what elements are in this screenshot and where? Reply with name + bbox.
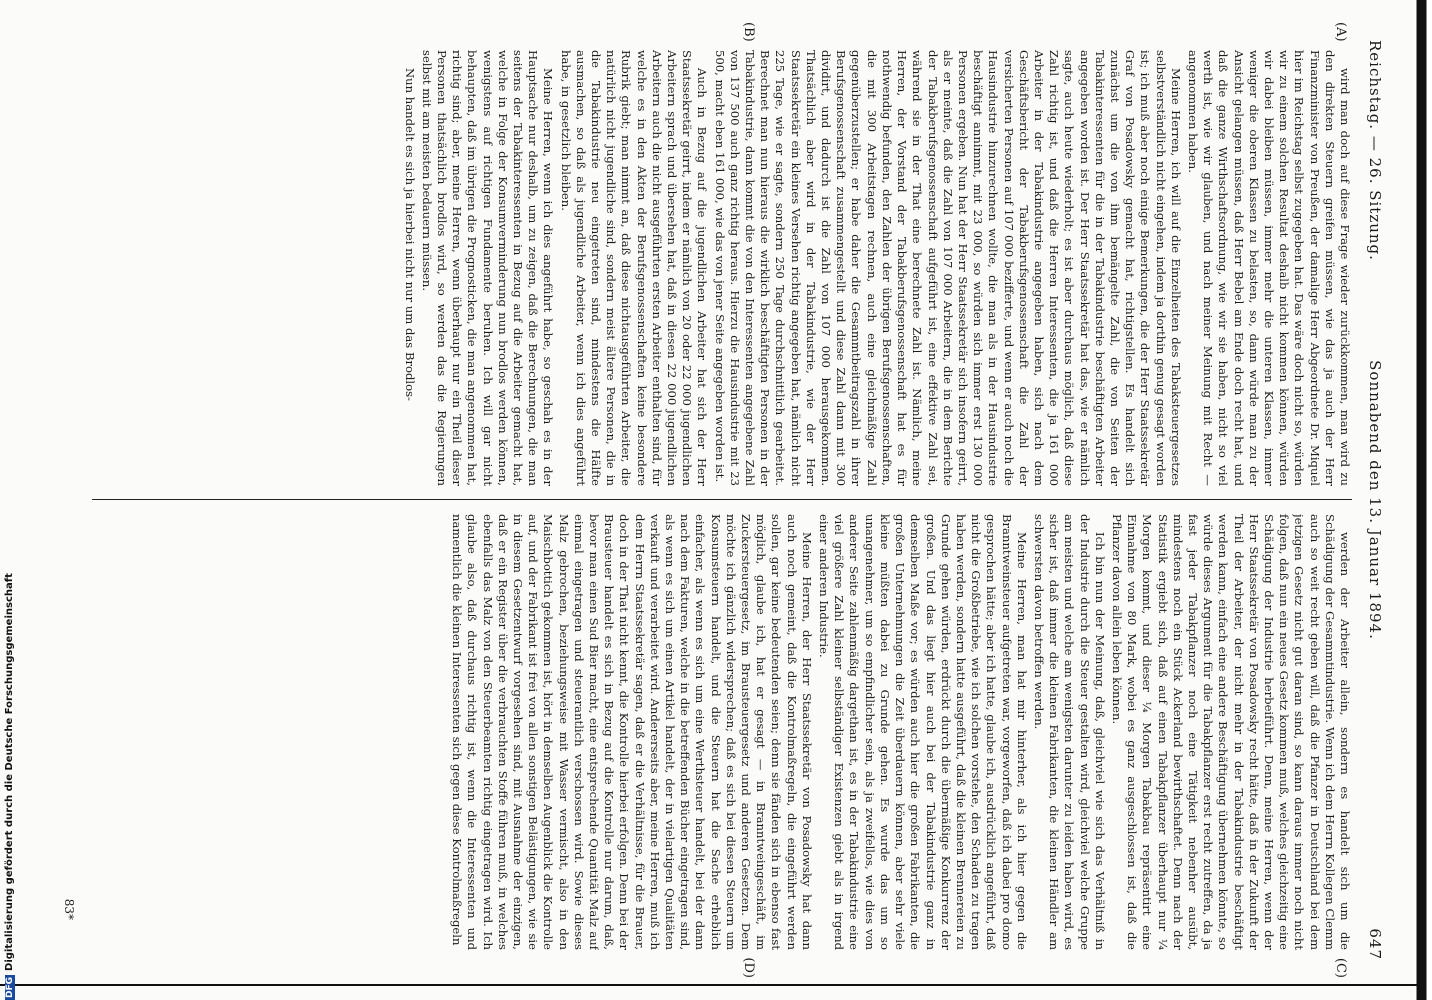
paragraph: Nun handelt es sich ja hierbei nicht nur um das Brodlos-: [402, 68, 417, 401]
header-page-number: 647: [1366, 928, 1384, 960]
margin-marker-c: (C): [1333, 957, 1348, 978]
paragraph: werden der Arbeiter allein, sondern es handelt sich um die Schädigung der Gesammtindustrie. Wenn ich dem Herrn Kollegen Clemm auch so weit recht geben will, daß die Pfanzer in Deutschland bei dem jetzigen Gesetz nicht gut daran sind, so kann daraus immer noch nicht folgen, daß nun ein neues Gesetz kommen muß, welches gleichzeitig eine Schädigung der Industrie herbeiführt. Denn, meine Herren, wenn der Herr Staatssekretär von Posadowsky recht hätte, daß in der Zukunft der Theil der Arbeiter, der nicht mehr in der Tabakindustrie beschäftigt werden kann, einfach eine andere Beschäftigung übernehmen könnte, so würde dieses Argument für die Tabakpflanzer erst recht zutreffen, da ja fast jeder Tabakpflanzer noch eine Tätigkeit nebenher ausübt, mindestens noch ein Stück Ackerland bewirthschaftet. Denn nach der Statistik ergiebt sich, daß auf einen Tabakpflanzer überhaupt nur ¼ Morgen kommt, und dieser ¼ Morgen Tabakbau repräsentirt eine Einnahme von 80 Mark, wobei es ganz ausgeschlossen ist, daß die Pflanzer davon allein leben können.: [1109, 514, 1352, 950]
paragraph: Meine Herren, ich will auf die Einzelheiten des Tabaksteuergesetzes selbstverständlich nicht eingehen, indem ja dorthin genug gesagt worden ist; ich muß aber noch einige Bemerkungen, die der Herr Staatssekretär Graf von Posadowsky gemacht hat, richtigstellen. Es handelt sich zunächst um die von ihm bemängelte Zahl, die von Seiten der Tabakinteressenten für die in der Tabakindustrie beschäftigten Arbeiter angegeben worden ist. Der Herr Staatssekretär hat das, wie er nämlich sagte, auch heute wiederholt; es ist aber durchaus möglich, daß diese Zahl richtig ist, und daß die Herren Interessenten, die ja 161 000 Arbeiter in der Tabakindustrie angegeben haben, sich nach dem Geschäftsbericht der Tabakberufsgenossenschaft die Zahl der versicherten Personen auf 107 000 bezifferte, und wenn er auch noch die Hausindustrie hinzurechnen wollte, die man als in der Hausindustrie beschäftigt annimmt, mit 23 000, so würden sich immer erst 130 000 Personen ergeben. Nun hat der Herr Staatssekretär sich insofern geirrt, als er meinte, daß die Zahl von 107 000 Arbeitern, die in dem Berichte der Tabakberufsgenossenschaft aufgeführt ist, eine effektive Zahl sei, während sie in der That eine berechnete Zahl ist. Nämlich, meine Herren, der Vorstand der Tabakberufsgenossenschaft hat es für nothwendig befunden, den Zahlen der übrigen Berufsgenossenschaften, die mit 300 Arbeitstagen rechnen, auch eine gleichmäßige Zahl gegenüberzustellen; er habe daher die Gesammtbeitragszahl in ihrer Berufsgenossenschaft zusammengestellt und diese Zahl dann mit 300 dividirt, und dadurch ist die Zahl von 107 000 herausgekommen. Thatsächlich aber wird in der Tabakindustrie, wie der Herr Staatssekretär ein kleines Versehen richtig angegeben hat, nämlich nicht 225 Tage, wie er sagte, sondern 250 Tage durchschnittlich gearbeitet. Berechnet man nun hieraus die wirklich beschäftigten Personen in der Tabakindustrie, dann kommt die von den Interessenten angegebene Zahl von 137 500 auch ganz richtig heraus. Hierzu die Hausindustrie mit 23 500, macht eben 161 000, wie das von jener Seite angegeben worden ist.: [712, 50, 1183, 486]
paragraph: wird man doch auf diese Frage wieder zurückkommen, man wird zu den direkten Steuern greifen müssen, wie das ja auch der Herr Finanzminister von Preußen, der damalige Herr Abgeordnete Dr. Miquel hier im Reichstag selbst zugegeben hat. Das wäre doch nicht so, würden wir zu einem solchen Resultat deshalb nicht kommen können, würden wir dabei bleiben müssen, immer mehr die unteren Klassen, immer weniger die oberen Klassen zu belasten, so, dann würde man zu der Ansicht gelangen müssen, daß Herr Bebel am Ende doch recht hat, und daß die ganze Wirthschaftsordnung, wie wir sie haben, nicht so viel werth ist, wie wir glauben, und nach meiner Meinung mit Recht — angenommen haben.: [1185, 50, 1352, 486]
rotated-sheet: [36, 20, 1396, 980]
paragraph: Meine Herren, wenn ich dies angeführt habe, so geschah es in der Hauptsache nur deshalb, um zu zeigen, daß die Berechnungen, die man seitens der Tabakinteressenten in Bezug auf die Arbeiter gemacht hat, welche in Folge der Konsumverminderung nun brodlos werden können, wenigstens auf richtigen Fundamente beruhen. Ich will gar nicht behaupten, daß im übrigen die Prognosticken, die man angenommen hat, richtig sind; aber, meine Herren, wenn überhaupt nur ein Theil dieser Personen thatsächlich brodlos wird, so werden das die Regierungen selbst mit am meisten bedauern müssen.: [419, 50, 556, 486]
margin-marker-b: (B): [741, 22, 756, 42]
paragraph: Meine Herren, man hat mir hinterher, als ich hier gegen die Branntweinsteuer aufgetreten war, vorgeworfen, daß ich dabei pro domo gesprochen hätte; aber ich hatte, glaube ich, ausdrücklich angeführt, daß nicht die Großbetriebe, wie ich solchen vorstehe, den Schaden zu tragen haben werden, sondern hatte ausgeführt, daß die kleinen Brennereien zu Grunde gehen würden, erdrückt durch die übermäßige Konkurrenz der großen. Und das liegt hier auch bei der Tabakindustrie ganz in demselben Maße vor; es würden auch hier die großen Fabrikanten, die großen Unternehmungen die Zeit überdauern können, aber sehr viele kleine müßten dabei zu Grunde gehen. Es wurde das um so unangenehmer, um so empfindlicher sein, als ja zweifellos, wie dies von anderer Seite zahlenmäßig dargethan ist, es in der Tabakindustrie eine viel größere Zahl kleiner selbständiger Existenzen giebt als in irgend einer anderen Industrie.: [817, 514, 1029, 950]
paragraph: Auch in Bezug auf die jugendlichen Arbeiter hat sich der Herr Staatssekretär geirrt, indem er nämlich von 20 oder 22 000 jugendlichen Arbeitern sprach und übersehen hat, daß in diesen 22 000 jugendlichen Arbeitern auch die nicht ausgeführten ersten Arbeiter enthalten sind, für welche es in den Akten der Berufsgenossenschaften keine besondere Rubrik giebt; man nimmt an, daß diese nichtausgeführten Arbeiter, die natürlich nicht jugendliche sind, sondern meist ältere Personen, die in die Tabakindustrie neu eingetreten sind, mindestens die Hälfte ausmachen, so daß als jugendliche Arbeiter, wenn ich dies angeführt habe, in gesetzlich bleiben.: [558, 50, 710, 486]
page-header: [1362, 40, 1384, 960]
page-bottom-border: [0, 984, 1420, 986]
header-date: Sonnabend den 13. Januar 1894.: [1366, 360, 1384, 640]
margin-marker-d: (D): [741, 957, 756, 978]
page-edge-border: [1414, 0, 1432, 1000]
paragraph: Meine Herren, der Herr Staatssekretär von Posadowsky hat dann auch noch gemeint, daß die Kontrolmaßregeln, die eingeführt werden sollen, gar keine bedeutenden seien; denn sie fänden sich in ebenso fast möglich, glaube ich, hat er gesagt — in Branntweingeschäft, im Zuckersteuergesetz, im Brausteuergesetz und anderen Gesetzen. Dem möchte ich gänzlich widersprechen; daß es sich bei diesen Steuern um Konsumsteuern handelt, und die Steuern hat die Sache erheblich einfacher, als wenn es sich um eine Werthsteuer handelt, bei der dann nach dem Fakturen, welche in die betreffenden Bücher eingetragen sind, als wenn es sich um einen Artikel handelt, der in vielartigen Qualitäten verkauft und verarbeitet wird. Andererseits aber, meine Herren, muß ich dem Herrn Staatssekretär sagen, daß er die Verhältnisse, für die Brauer, doch in der That nicht kennt, die Kontrolle hierbei erfolgen. Denn bei der Brausteuer handelt es sich in Bezug auf die Kontrolle nur darum, daß, bevor man einen Sud Bier macht, eine entsprechende Quantität Malz auf einmal eingetragen und steuerantlich verschossen wird. Sowie dieses Malz gebrochen, beziehungsweise mit Wasser vermischt, also in den Maischbottich gekommen ist, hört in demselben Augenblick die Kontrolle auf, und der Fabrikant ist frei von allen sonstigen Belästigungen, wie sie in diesem Gesetzentwurf vorgesehen sind, mit Ausnahme der einzigen, daß er ein Register über die verbrauchten Stoffe führen muß, in welches ebenfalls das Malz von den Steuerbeamten richtig eingetragen wird. Ich glaube also, daß durchaus richtig ist, wenn die Interessenten und namentlich die kleinen Interessenten sich gegen diese Kontrolmaßregeln: [450, 514, 814, 950]
signature-number: 83*: [62, 898, 76, 920]
dfg-logo: DFG: [5, 976, 15, 998]
column-divider: [92, 499, 1352, 500]
paragraph: Ich bin nun der Meinung, daß, gleichviel wie sich das Verhältniß in der Industrie durch die Steuer gestalten wird, gleichviel welche Gruppe am meisten und welche am wenigsten darunter zu leiden haben wird, es sicher ist, daß immer die kleinen Fabrikanten, die kleinen Händler am schwersten davon betroffen werden.: [1031, 514, 1107, 950]
text-column-left: [92, 50, 1352, 486]
text-column-right: [92, 514, 1352, 950]
credit-text: Digitalisierung gefördert durch die Deutsche Forschungsgemeinschaft: [4, 573, 15, 971]
header-session: Reichstag. — 26. Sitzung.: [1366, 40, 1384, 261]
digitization-credit: [4, 570, 15, 1000]
margin-marker-a: (A): [1333, 22, 1348, 42]
